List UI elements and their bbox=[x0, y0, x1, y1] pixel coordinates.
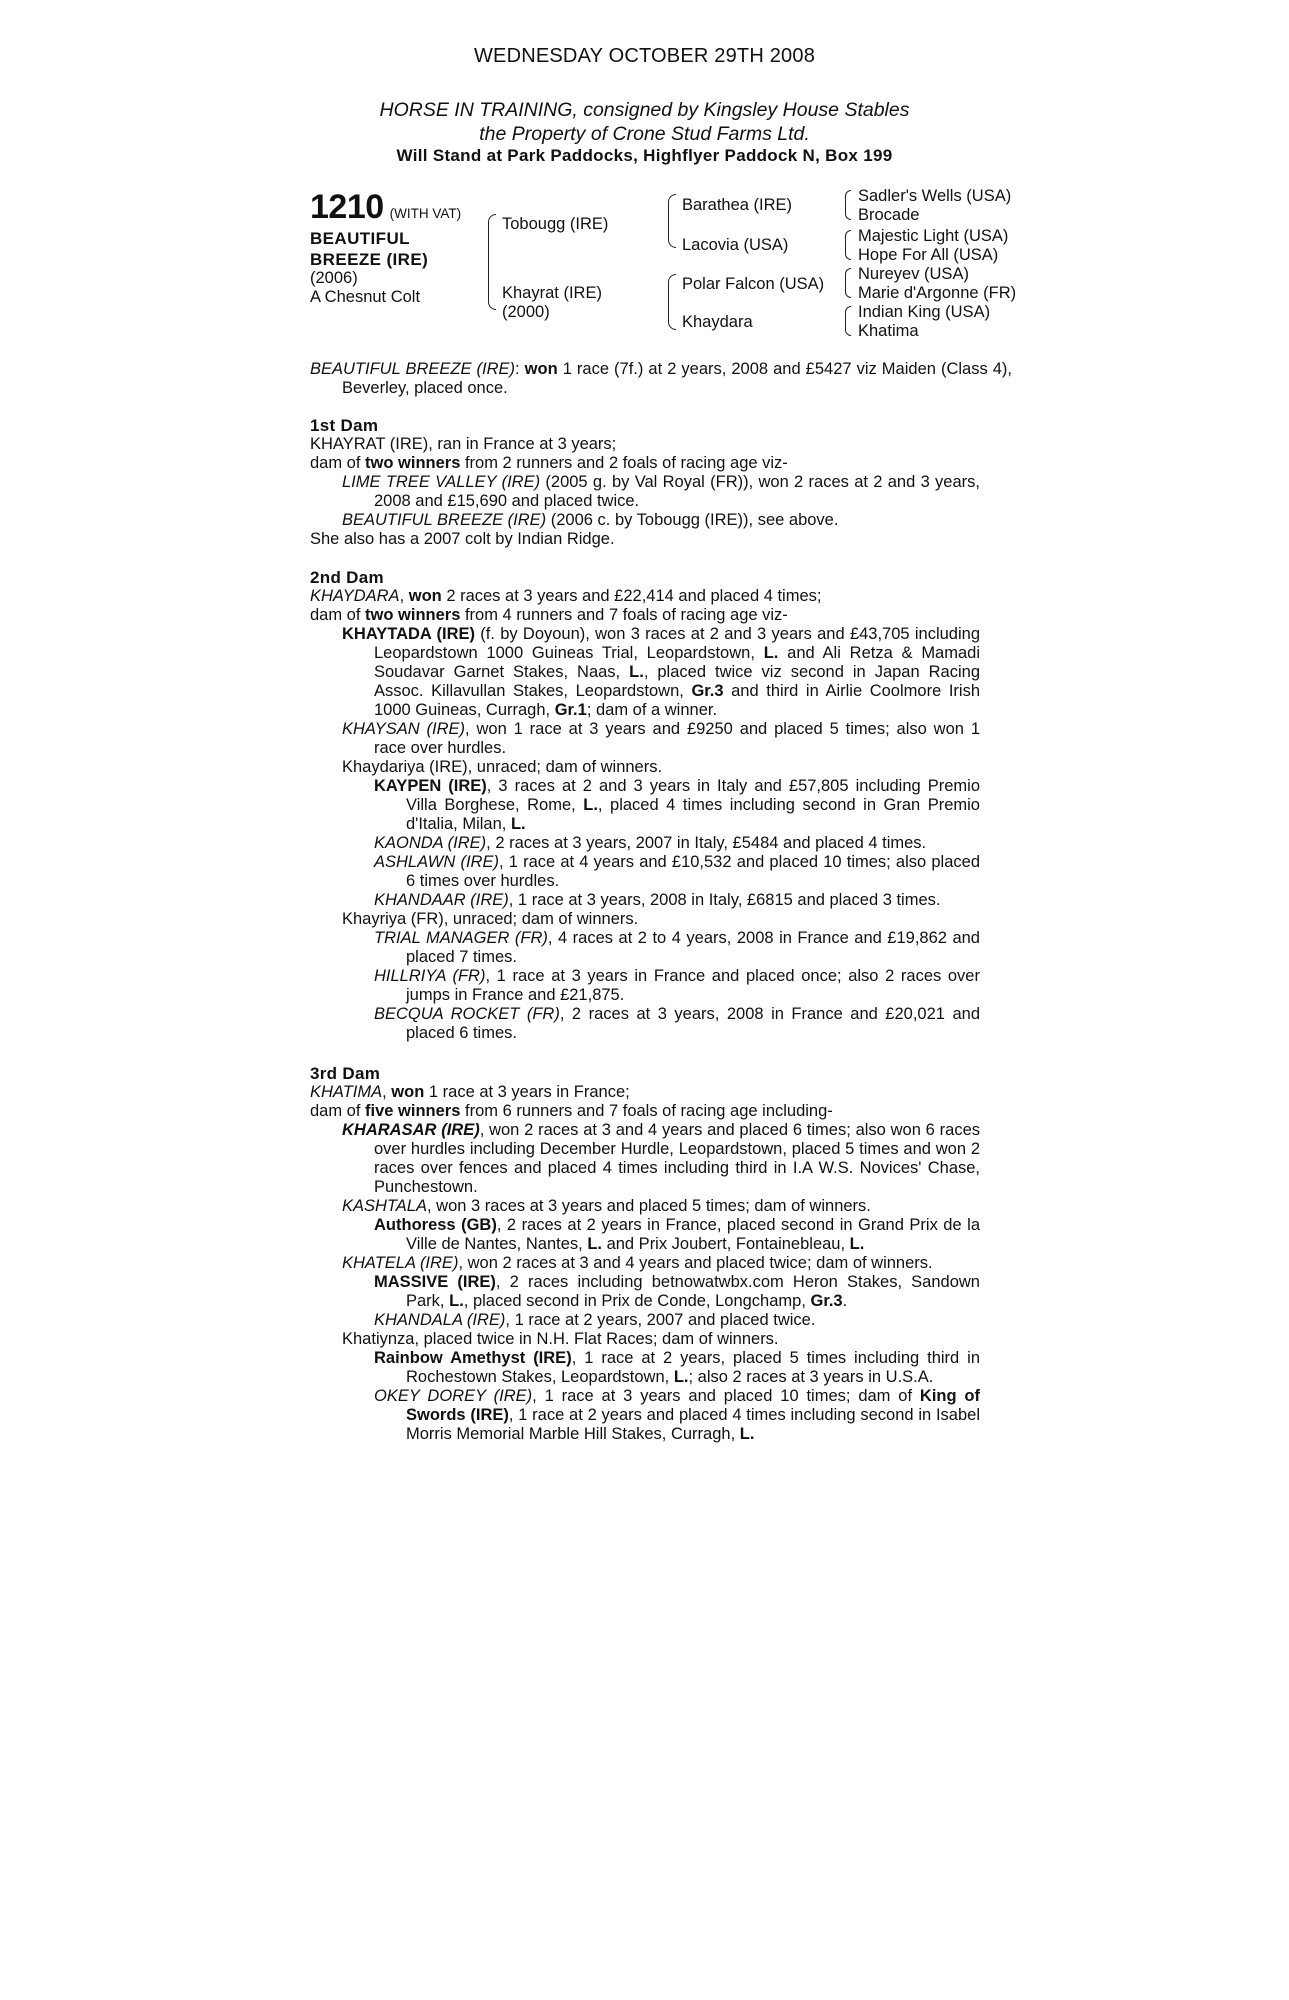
pedigree-gg-7: Indian King (USA) bbox=[858, 303, 991, 321]
entry-name: KHANDAAR (IRE) bbox=[374, 891, 509, 909]
granddaughter-entry bbox=[310, 891, 980, 910]
race-summary: BEAUTIFUL BREEZE (IRE): won 1 race (7f.) at 2 years, 2008 and £5427 viz Maiden (Class 4), Beverley, placed once. bbox=[310, 360, 1012, 397]
group-mark: Gr.3 bbox=[691, 682, 724, 700]
dam-name: KHAYDARA bbox=[310, 587, 400, 605]
pedigree-gg-3: Majestic Light (USA) bbox=[858, 227, 1009, 245]
granddaughter-entry bbox=[310, 777, 980, 834]
pedigree-gg-4: Hope For All (USA) bbox=[858, 246, 999, 264]
entry-name: OKEY DOREY (IRE) bbox=[374, 1387, 533, 1405]
first-dam-note: She also has a 2007 colt by Indian Ridge. bbox=[310, 530, 615, 548]
listed-mark: L. bbox=[449, 1292, 464, 1310]
produce-name: King of Swords (IRE) bbox=[406, 1387, 980, 1424]
pedigree-gg-8: Khatima bbox=[858, 322, 919, 340]
pedigree-brace-3c bbox=[845, 268, 851, 298]
entry-text: , 4 races at 2 to 4 years, 2008 in France and £19,862 and placed 7 times. bbox=[406, 929, 980, 966]
produce-suffix: from 2 runners and 2 foals of racing age viz- bbox=[460, 454, 788, 472]
second-dam-entry bbox=[310, 625, 980, 720]
entry-text: , placed second in Prix de Conde, Longchamp, bbox=[463, 1292, 811, 1310]
listed-mark: L. bbox=[763, 644, 779, 662]
dam-record: 2 races at 3 years and £22,414 and placed 4 times; bbox=[441, 587, 822, 605]
entry-text: , 1 race at 2 years, 2007 and placed twice. bbox=[505, 1311, 816, 1329]
pedigree-gg-5: Nureyev (USA) bbox=[858, 265, 969, 283]
first-dam-entry bbox=[310, 511, 980, 530]
pedigree-dam-sire: Polar Falcon (USA) bbox=[682, 275, 825, 293]
entry-text: and Ali Retza & Mamadi Soudavar Garnet Stakes, Naas, bbox=[374, 644, 980, 681]
entry-name: KAYPEN (IRE) bbox=[374, 777, 487, 795]
pedigree-sire-sire: Barathea (IRE) bbox=[682, 196, 793, 214]
owner-line: the Property of Crone Stud Farms Ltd. bbox=[479, 123, 810, 145]
stand-location: Will Stand at Park Paddocks, Highflyer Paddock N, Box 199 bbox=[396, 146, 893, 165]
granddaughter-entry bbox=[310, 1216, 980, 1254]
third-dam-line: KHATIMA, won 1 race at 3 years in France; bbox=[310, 1083, 630, 1101]
granddaughter-entry bbox=[310, 1273, 980, 1311]
entry-name: Rainbow Amethyst (IRE) bbox=[374, 1349, 572, 1367]
produce-suffix: from 6 runners and 7 foals of racing age including- bbox=[460, 1102, 833, 1120]
third-dam-section bbox=[310, 1064, 980, 1444]
foaling-year: (2006) bbox=[310, 269, 358, 287]
summary-text: 1 race (7f.) at 2 years, 2008 and £5427 viz Maiden (Class 4), Beverley, placed once. bbox=[342, 360, 1012, 397]
second-dam-section bbox=[310, 568, 980, 1043]
produce-winners: two winners bbox=[365, 606, 461, 624]
third-dam-entry bbox=[310, 1254, 980, 1273]
pedigree-sire-dam: Lacovia (USA) bbox=[682, 236, 789, 254]
pedigree-brace-1 bbox=[488, 214, 496, 310]
produce-suffix: from 4 runners and 7 foals of racing age viz- bbox=[460, 606, 788, 624]
entry-text: , 1 race at 2 years, placed 5 times including third in Rochestown Stakes, Leopardstown, bbox=[406, 1349, 980, 1386]
group-mark: Gr.3 bbox=[810, 1292, 843, 1310]
pedigree-gg-2: Brocade bbox=[858, 206, 920, 224]
entry-name: TRIAL MANAGER (FR) bbox=[374, 929, 548, 947]
listed-mark: L. bbox=[587, 1235, 602, 1253]
dam-name: KHATIMA bbox=[310, 1083, 383, 1101]
entry-text: and third in Airlie Coolmore Irish 1000 Guineas, Curragh, bbox=[374, 682, 981, 719]
granddaughter-entry bbox=[310, 1005, 980, 1043]
vat-note: (WITH VAT) bbox=[389, 206, 462, 221]
second-dam-heading: 2nd Dam bbox=[310, 568, 384, 587]
horse-description: A Chesnut Colt bbox=[310, 288, 421, 306]
first-dam-section bbox=[310, 416, 980, 549]
entry-name: KHANDALA (IRE) bbox=[374, 1311, 506, 1329]
pedigree-gg-6: Marie d'Argonne (FR) bbox=[858, 284, 1017, 302]
entry-name: KHATELA (IRE) bbox=[342, 1254, 459, 1272]
pedigree-brace-3b bbox=[845, 230, 851, 260]
granddaughter-entry bbox=[310, 853, 980, 891]
entry-text: , won 2 races at 3 and 4 years and placed 6 times; also won 6 races over hurdles including December Hurdle, Leopardstown, placed 5 times and won 2 races over fences and placed 4 times including third in I.A W.S. Novices' Chase, Punchestown. bbox=[374, 1121, 980, 1196]
second-dam-entry: Khaydariya (IRE), unraced; dam of winners. bbox=[342, 758, 663, 776]
second-dam-entry: Khayriya (FR), unraced; dam of winners. bbox=[342, 910, 639, 928]
entry-text: , won 3 races at 3 years and placed 5 times; dam of winners. bbox=[426, 1197, 871, 1215]
entry-text: ; also 2 races at 3 years in U.S.A. bbox=[688, 1368, 934, 1386]
entry-name: KASHTALA bbox=[342, 1197, 427, 1215]
granddaughter-entry bbox=[310, 929, 980, 967]
entry-name: BEAUTIFUL BREEZE (IRE) bbox=[342, 511, 547, 529]
listed-mark: L. bbox=[629, 663, 644, 681]
entry-text: , 2 races at 3 years, 2008 in France and £20,021 and placed 6 times. bbox=[406, 1005, 980, 1042]
summary-won: won bbox=[524, 360, 558, 378]
pedigree-dam-year: (2000) bbox=[502, 303, 550, 321]
entry-name: BECQUA ROCKET (FR) bbox=[374, 1005, 560, 1023]
entry-text: and Prix Joubert, Fontainebleau, bbox=[601, 1235, 850, 1253]
produce-prefix: dam of bbox=[310, 1102, 366, 1120]
summary-horse-name: BEAUTIFUL BREEZE (IRE) bbox=[310, 360, 516, 378]
entry-text: , placed twice viz second in Japan Racing Assoc. Killavullan Stakes, Leopardstown, bbox=[374, 663, 981, 700]
horse-name-line2: BREEZE (IRE) bbox=[310, 250, 429, 269]
entry-text: , placed 4 times including second in Gran Premio d'Italia, Milan, bbox=[406, 796, 980, 833]
first-dam-produce-line bbox=[310, 454, 980, 473]
second-dam-entry bbox=[310, 720, 980, 758]
consignor-line: HORSE IN TRAINING, consigned by Kingsley House Stables bbox=[379, 99, 910, 121]
first-dam-line: KHAYRAT (IRE), ran in France at 3 years; bbox=[310, 435, 617, 453]
pedigree-dam-dam: Khaydara bbox=[682, 313, 753, 331]
pedigree-brace-2b bbox=[668, 274, 676, 330]
entry-text: (2006 c. by Tobougg (IRE)), see above. bbox=[546, 511, 839, 529]
first-dam-entry bbox=[310, 473, 980, 511]
pedigree-brace-3a bbox=[845, 190, 851, 220]
entry-text: (f. by Doyoun), won 3 races at 2 and 3 years and £43,705 including Leopardstown 1000 Guineas Trial, Leopardstown, bbox=[374, 625, 980, 662]
third-dam-entry bbox=[310, 1121, 980, 1197]
dam-record: 1 race at 3 years in France; bbox=[424, 1083, 630, 1101]
lot-info bbox=[310, 188, 490, 307]
granddaughter-entry bbox=[310, 1349, 980, 1387]
third-dam-heading: 3rd Dam bbox=[310, 1064, 381, 1083]
third-dam-entry: Khatiynza, placed twice in N.H. Flat Races; dam of winners. bbox=[342, 1330, 779, 1348]
consignment-info bbox=[0, 98, 1289, 146]
produce-prefix: dam of bbox=[310, 606, 366, 624]
pedigree-brace-2a bbox=[668, 194, 676, 248]
entry-text: , 1 race at 3 years and placed 10 times; dam of bbox=[532, 1387, 920, 1405]
entry-text: , won 1 race at 3 years and £9250 and placed 5 times; also won 1 race over hurdles. bbox=[374, 720, 981, 757]
pedigree-sire: Tobougg (IRE) bbox=[502, 215, 609, 233]
entry-name: ASHLAWN (IRE) bbox=[374, 853, 499, 871]
entry-text: ; dam of a winner. bbox=[586, 701, 718, 719]
group-mark: Gr.1 bbox=[554, 701, 587, 719]
third-dam-entry bbox=[310, 1197, 980, 1216]
produce-winners: two winners bbox=[365, 454, 461, 472]
won-word: won bbox=[391, 1083, 425, 1101]
entry-name: KHAYTADA (IRE) bbox=[342, 625, 475, 643]
pedigree-brace-3d bbox=[845, 306, 851, 336]
sale-date: WEDNESDAY OCTOBER 29TH 2008 bbox=[473, 45, 816, 67]
entry-text: , 2 races including betnowatwbx.com Heron Stakes, Sandown Park, bbox=[406, 1273, 980, 1310]
entry-text: (2005 g. by Val Royal (FR)), won 2 races at 2 and 3 years, 2008 and £15,690 and placed twice. bbox=[374, 473, 980, 510]
entry-text: , 1 race at 3 years, 2008 in Italy, £6815 and placed 3 times. bbox=[508, 891, 941, 909]
entry-text: , 2 races at 2 years in France, placed second in Grand Prix de la Ville de Nantes, Nantes, bbox=[406, 1216, 980, 1253]
listed-mark: L. bbox=[583, 796, 598, 814]
entry-name: KHARASAR (IRE) bbox=[342, 1121, 480, 1139]
listed-mark: L. bbox=[673, 1368, 689, 1386]
first-dam-heading: 1st Dam bbox=[310, 416, 379, 435]
entry-text: , 3 races at 2 and 3 years in Italy and £57,805 including Premio Villa Borghese, Rome, bbox=[406, 777, 980, 814]
entry-text: , won 2 races at 3 and 4 years and placed twice; dam of winners. bbox=[458, 1254, 933, 1272]
produce-winners: five winners bbox=[365, 1102, 461, 1120]
entry-name: KHAYSAN (IRE) bbox=[342, 720, 466, 738]
third-dam-produce-line bbox=[310, 1102, 980, 1121]
entry-text: . bbox=[842, 1292, 848, 1310]
entry-name: KAONDA (IRE) bbox=[374, 834, 487, 852]
entry-name: HILLRIYA (FR) bbox=[374, 967, 486, 985]
granddaughter-entry bbox=[310, 1311, 980, 1330]
granddaughter-entry bbox=[310, 967, 980, 1005]
granddaughter-entry bbox=[310, 834, 980, 853]
entry-text: , 1 race at 4 years and £10,532 and placed 10 times; also placed 6 times over hurdles. bbox=[406, 853, 981, 890]
entry-text: , 1 race at 2 years and placed 4 times including second in Isabel Morris Memorial Marble Hill Stakes, Curragh, bbox=[406, 1406, 980, 1443]
entry-name: Authoress (GB) bbox=[374, 1216, 497, 1234]
granddaughter-entry bbox=[310, 1387, 980, 1444]
won-word: won bbox=[408, 587, 442, 605]
entry-text: , 2 races at 3 years, 2007 in Italy, £5484 and placed 4 times. bbox=[486, 834, 927, 852]
horse-name-line1: BEAUTIFUL bbox=[310, 229, 410, 248]
pedigree-gg-1: Sadler's Wells (USA) bbox=[858, 187, 1012, 205]
listed-mark: L. bbox=[739, 1425, 755, 1443]
entry-text: , 1 race at 3 years in France and placed once; also 2 races over jumps in France and £21,875. bbox=[406, 967, 980, 1004]
listed-mark: L. bbox=[510, 815, 526, 833]
entry-name: LIME TREE VALLEY (IRE) bbox=[342, 473, 541, 491]
pedigree-dam: Khayrat (IRE) bbox=[502, 284, 602, 302]
produce-prefix: dam of bbox=[310, 454, 366, 472]
entry-name: MASSIVE (IRE) bbox=[374, 1273, 496, 1291]
second-dam-produce-line bbox=[310, 606, 980, 625]
lot-number: 1210 bbox=[310, 188, 384, 226]
second-dam-line: KHAYDARA, won 2 races at 3 years and £22,414 and placed 4 times; bbox=[310, 587, 822, 605]
listed-mark: L. bbox=[849, 1235, 865, 1253]
